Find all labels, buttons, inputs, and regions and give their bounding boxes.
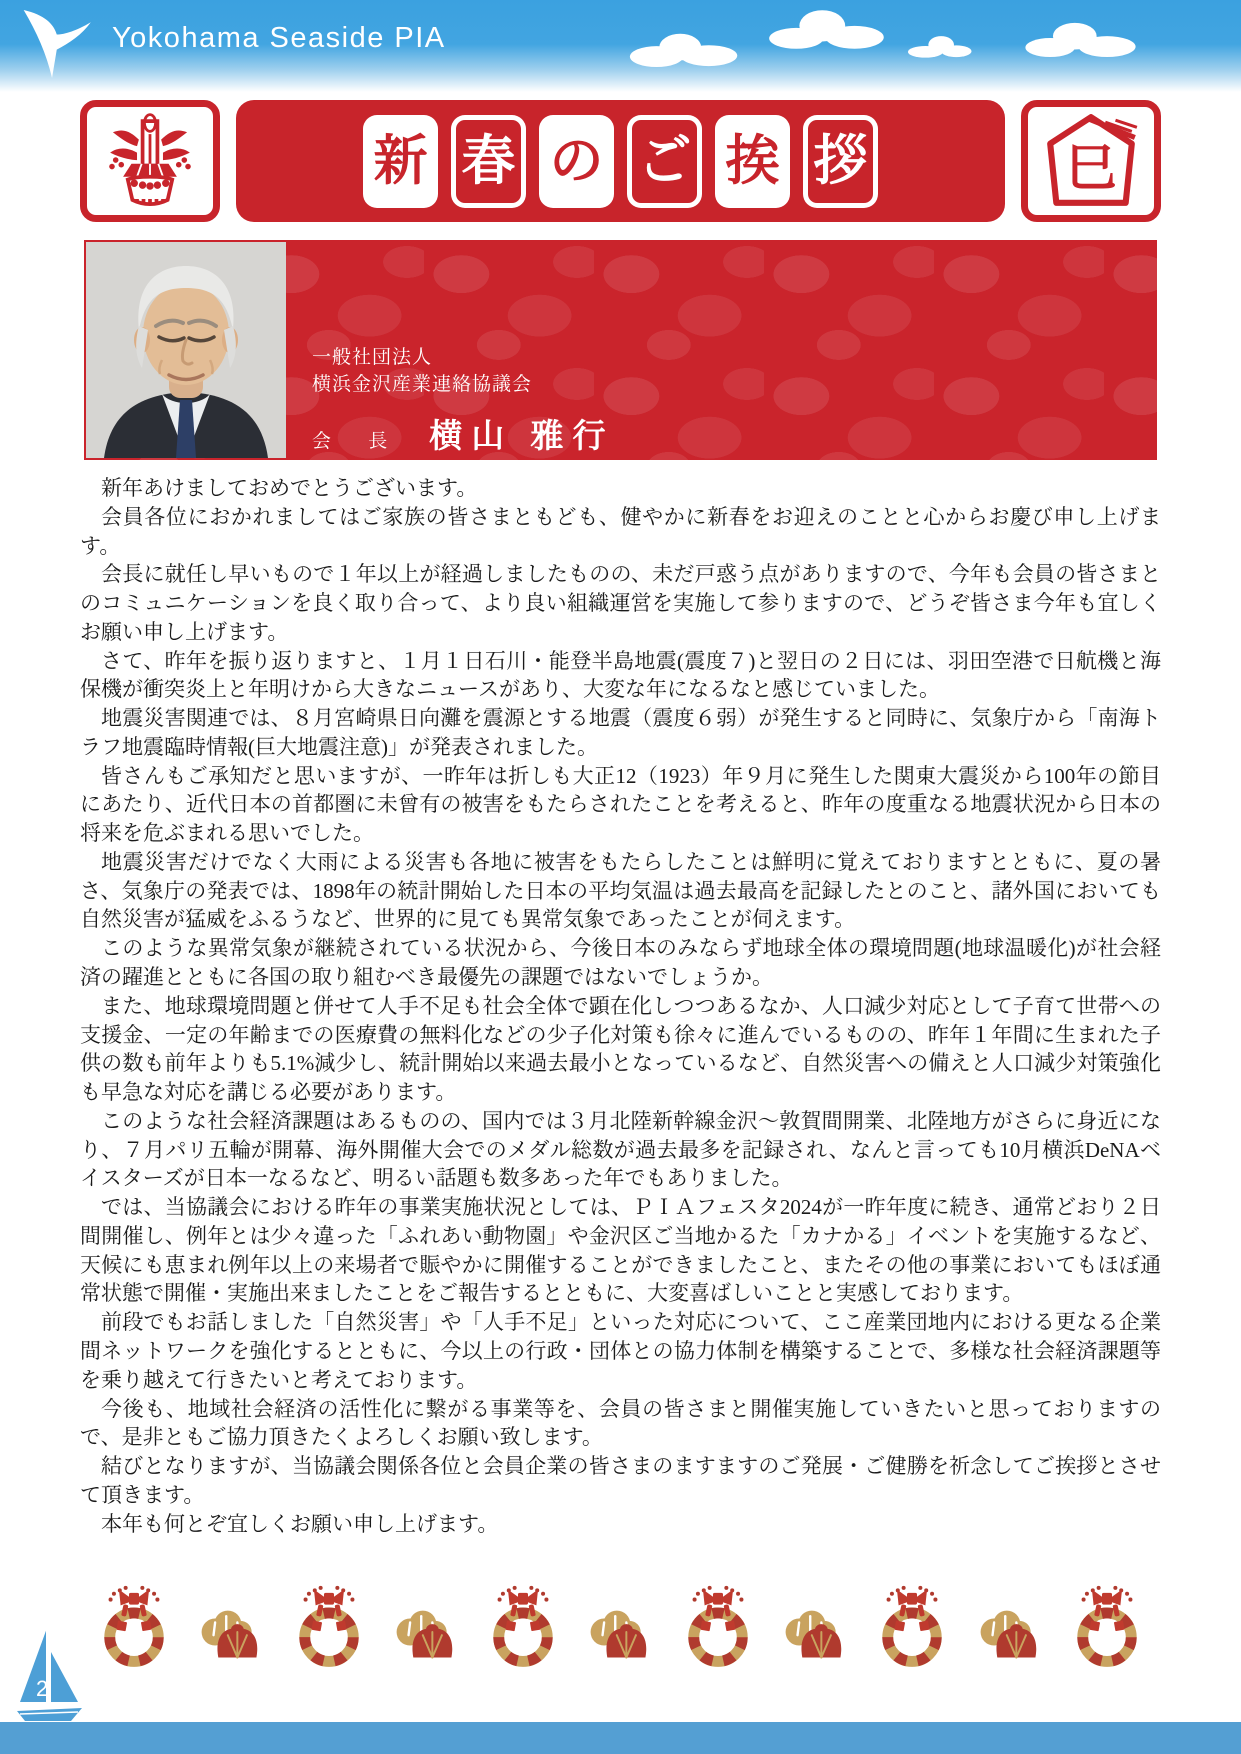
newyear-ornament-icon xyxy=(285,1582,373,1674)
newyear-ornament-icon xyxy=(1063,1582,1151,1674)
cloud-icon xyxy=(610,30,760,68)
profile-text xyxy=(286,240,615,460)
body-paragraph: また、地球環境問題と併せて人手不足も社会全体で顕在化しつつあるなか、人口減少対応として子育て世帯への支援金、一定の年齢までの医療費の無料化などの少子化対策も徐々に進んでいるものの、昨年１年間に生まれた子供の数も前年よりも5.1%減少し、統計開始以来過去最小となっているなど、自然災害への備えと人口減少対策強化も早急な対応を講じる必要があります。 xyxy=(80,993,1161,1105)
body-paragraph: 会長に就任し早いもので１年以上が経過しましたものの、未だ戸惑う点がありますので、今年も会員の皆さまとのコミュニケーションを良く取り合って、より良い組織運営を実施して参りますので、どうぞ皆さま今年も宜しくお願い申し上げます。 xyxy=(80,562,1161,644)
body-paragraph: 本年も何とぞ宜しくお願い申し上げます。 xyxy=(101,1511,499,1536)
body-paragraph: 今後も、地域社会経済の活性化に繋がる事業等を、会員の皆さまと開催実施していきたいと思っておりますので、是非ともご協力頂きたくよろしくお願い致します。 xyxy=(80,1396,1161,1450)
zodiac-ema-icon xyxy=(1031,110,1151,212)
page-header xyxy=(0,0,1241,92)
chairman-profile-box xyxy=(84,240,1157,460)
body-paragraph: さて、昨年を振り返りますと、１月１日石川・能登半島地震(震度７)と翌日の２日には、羽田空港で日航機と海保機が衝突炎上と年明けから大きなニュースがあり、大変な年になるなと感じていました。 xyxy=(80,648,1161,702)
kadomatsu-stamp xyxy=(80,100,220,222)
newyear-ornament-icon xyxy=(479,1582,567,1674)
newyear-ornament-icon xyxy=(674,1582,762,1674)
seagull-icon xyxy=(18,4,122,84)
ornament-row xyxy=(90,1582,1151,1674)
newyear-ornament-icon xyxy=(382,1582,470,1674)
cloud-icon xyxy=(998,20,1163,58)
brand-title: Yokohama Seaside PIA xyxy=(112,22,446,54)
body-paragraph: このような異常気象が継続されている状況から、今後日本のみならず地球全体の環境問題(地球温暖化)が社会経済の躍進とともに各国の取り組むべき最優先の課題ではないでしょうか。 xyxy=(80,936,1161,990)
sailboat-icon xyxy=(16,1626,84,1730)
newyear-ornament-icon xyxy=(187,1582,275,1674)
chairman-name: 横山 雅行 xyxy=(429,419,615,455)
title-tile-char: 春 xyxy=(451,115,526,208)
portrait-photo xyxy=(86,242,286,458)
footer-bar xyxy=(0,1722,1241,1754)
body-paragraph: では、当協議会における昨年の事業実施状況としては、ＰＩＡフェスタ2024が一昨年度に続き、通常どおり２日間開催し、例年とは少々違った「ふれあい動物園」や金沢区ご当地かるた「カナかる」イベントを実施するなど、天候にも恵まれ例年以上の来場者で賑やかに開催することができましたこと、またその他の事業においてもほぼ通常状態で開催・実施出来ましたことをご報告するとともに、大変喜ばしいことと実感しております。 xyxy=(80,1195,1161,1306)
title-tile-char: ご xyxy=(627,115,702,208)
kadomatsu-icon xyxy=(90,110,210,212)
newyear-greeting-banner xyxy=(236,100,1005,222)
body-paragraph: 皆さんもご承知だと思いますが、一昨年は折しも大正12（1923）年９月に発生した関東大震災から100年の節目にあたり、近代日本の首都圏に未曾有の被害をもたらされたことを考えると、昨年の度重なる地震状況から日本の将来を危ぶまれる思いでした。 xyxy=(80,763,1161,846)
title-tile-char: 拶 xyxy=(803,115,878,208)
cloud-icon xyxy=(905,32,975,60)
greeting-body xyxy=(80,474,1161,1538)
zodiac-character: 巳 xyxy=(1065,141,1117,198)
org-name-line2: 横浜金沢産業連絡協議会 xyxy=(312,374,533,395)
title-row xyxy=(80,100,1161,222)
cloud-icon xyxy=(765,8,890,52)
body-paragraph: 新年あけましておめでとうございます。 xyxy=(101,476,478,500)
newyear-ornament-icon xyxy=(966,1582,1054,1674)
body-paragraph: 地震災害だけでなく大雨による災害も各地に被害をもたらしたことは鮮明に覚えておりますとともに、夏の暑さ、気象庁の発表では、1898年の統計開始した日本の平均気温は過去最高を記録したとのこと、諸外国においても自然災害が猛威をふるうなど、世界的に見ても異常気象であったことが伺えます。 xyxy=(80,849,1161,932)
body-paragraph: 結びとなりますが、当協議会関係各位と会員企業の皆さまのますますのご発展・ご健勝を祈念してご挨拶とさせて頂きます。 xyxy=(80,1454,1161,1507)
title-tile-char: の xyxy=(539,115,614,208)
org-name-line1: 一般社団法人 xyxy=(312,347,433,368)
newyear-ornament-icon xyxy=(771,1582,859,1674)
newyear-ornament-icon xyxy=(868,1582,956,1674)
newyear-ornament-icon xyxy=(576,1582,664,1674)
chairman-role: 会 長 xyxy=(312,431,404,452)
page-number: 2 xyxy=(36,1676,49,1701)
zodiac-ema-stamp xyxy=(1021,100,1161,222)
newyear-ornament-icon xyxy=(90,1582,178,1674)
body-paragraph: 前段でもお話しました「自然災害」や「人手不足」といった対応について、ここ産業団地内における更なる企業間ネットワークを強化するとともに、今以上の行政・団体との協力体制を構築することで、多様な社会経済課題等を乗り越えて行きたいと考えております。 xyxy=(80,1310,1161,1392)
body-paragraph: このような社会経済課題はあるものの、国内では３月北陸新幹線金沢～敦賀間開業、北陸地方がさらに身近になり、７月パリ五輪が開幕、海外開催大会でのメダル総数が過去最多を記録され、なんと言っても10月横浜DeNAベイスターズが日本一なるなど、明るい話題も数多あった年でもありました。 xyxy=(80,1108,1161,1191)
title-tile-char: 新 xyxy=(363,115,438,208)
body-paragraph: 地震災害関連では、８月宮崎県日向灘を震源とする地震（震度６弱）が発生すると同時に、気象庁から「南海トラフ地震臨時情報(巨大地震注意)」が発表されました。 xyxy=(80,706,1161,759)
body-paragraph: 会員各位におかれましてはご家族の皆さまともども、健やかに新春をお迎えのことと心からお慶び申し上げます。 xyxy=(80,504,1161,558)
title-tile-char: 挨 xyxy=(715,115,790,208)
